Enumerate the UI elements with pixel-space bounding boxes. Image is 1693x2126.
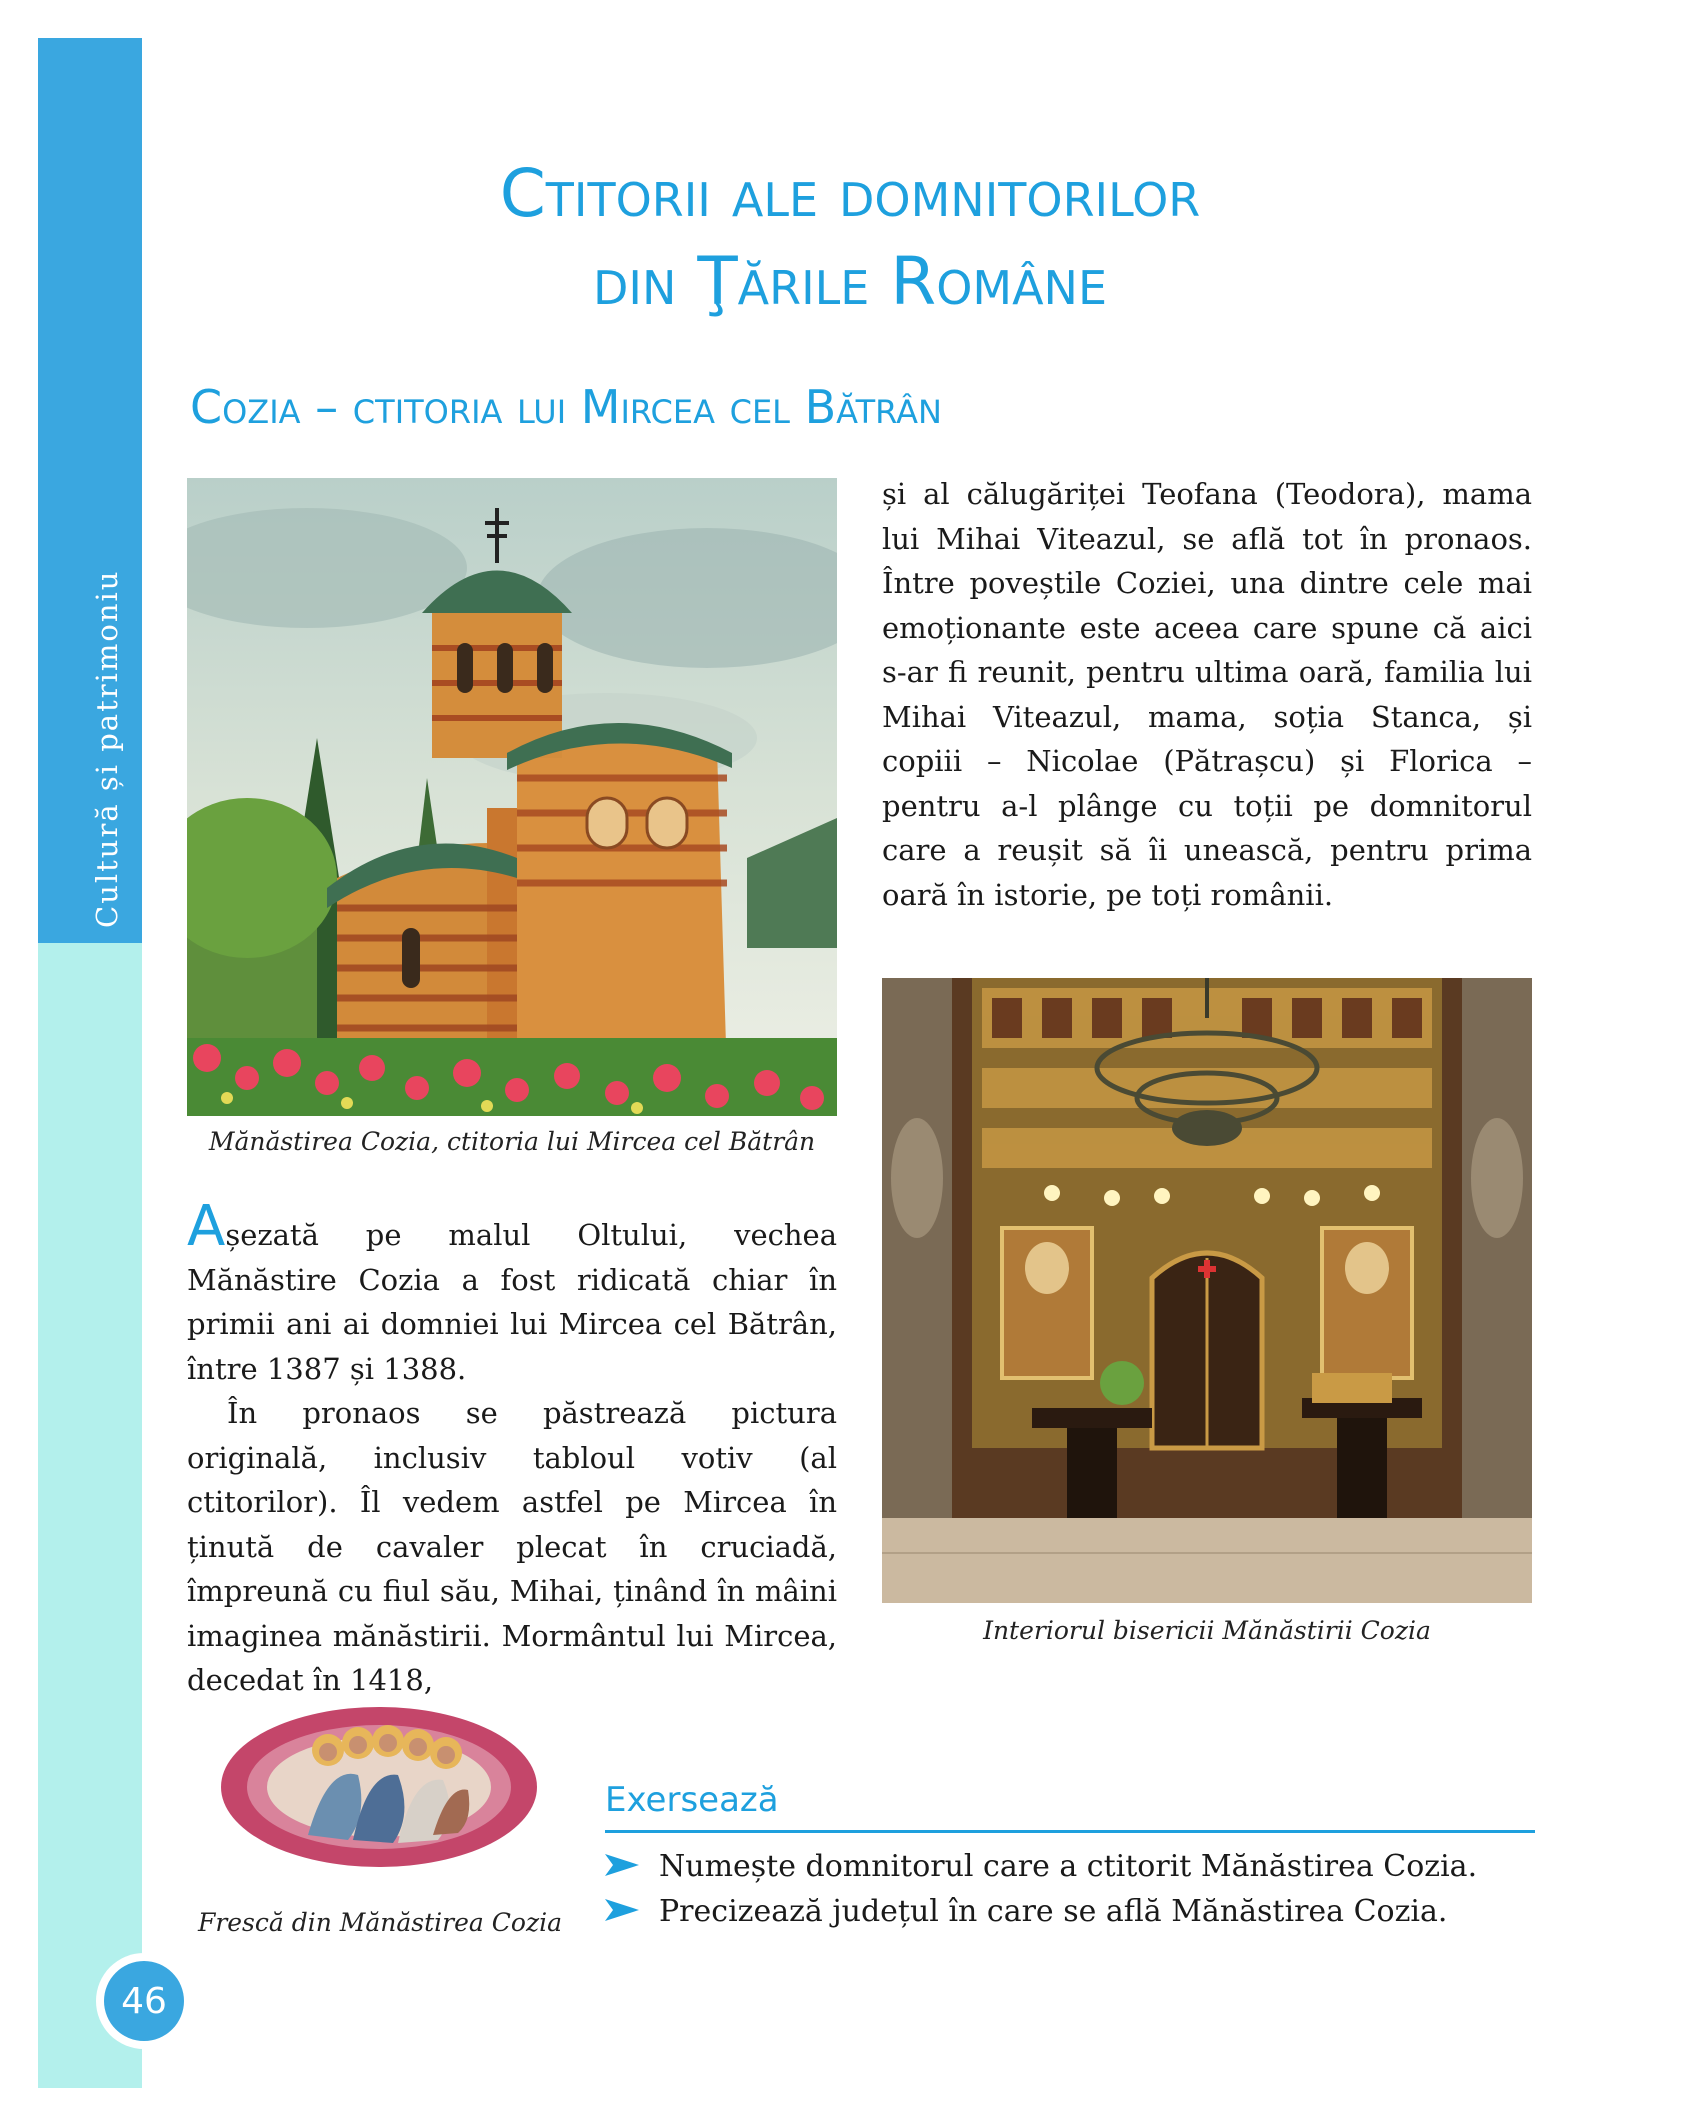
right-paragraph: și al călugăriței Teofana (Teodora), mama lui Mihai Viteazul, se află tot în pronaos. Între poveștile Coziei, una dintre cele mai emoționante este aceea care spune că aici s-ar fi reunit, pentru ultima oară, familia lui Mihai Viteazul, mama, soția Stanca, și copiii – Nicolae (Pătrașcu) și Florica – pentru a-l plânge cu toții pe domnitorul care a reușit să îi unească, pentru prima oară în istorie, pe toți românii. [882, 477, 1532, 912]
left-paragraph-2: În pronaos se păstrează pictura originală, inclusiv tabloul votiv (al ctitorilor). Îl vedem astfel pe Mircea în ținută de cavaler plecat în cruciadă, împreună cu fiul său, Mihai, ținând în mâini imaginea mănăstirii. Mormântul lui Mircea, decedat în 1418, [187, 1396, 837, 1697]
arrow-bullet-icon [605, 1845, 659, 1889]
exercise-item-text: Numește domnitorul care a ctitorit Mănăstirea Cozia. [659, 1849, 1478, 1884]
exercise-item [605, 1845, 1545, 1889]
cozia-photo-caption: Mănăstirea Cozia, ctitoria lui Mircea cel Bătrân [208, 1127, 816, 1156]
section-subtitle: Cozia – ctitoria lui Mircea cel Bătrân [190, 380, 942, 434]
exercise-item [605, 1890, 1545, 1934]
left-column-text [187, 1194, 837, 1703]
page-title [300, 150, 1400, 326]
left-paragraph-1-text: șezată pe malul Oltului, vechea Mănăstire Cozia a fost ridicată chiar în primii ani ai domniei lui Mircea cel Bătrân, între 1387 și 1388. [187, 1218, 837, 1386]
drop-cap: A [187, 1194, 226, 1259]
cozia-monastery-photo [187, 478, 837, 1116]
sidebar-lower-band [38, 943, 142, 2088]
exercise-title: Exersează [605, 1780, 779, 1820]
page-title-line2: din Ţările Române [592, 243, 1108, 320]
section-label: Cultură și patrimoniu [90, 569, 124, 928]
fresco-photo [218, 1705, 540, 1870]
left-paragraph-1 [187, 1194, 837, 1391]
interior-photo-caption: Interiorul bisericii Mănăstirii Cozia [983, 1616, 1431, 1645]
arrow-bullet-icon [605, 1890, 659, 1934]
page-number: 46 [104, 1961, 184, 2041]
fresco-caption: Frescă din Mănăstirea Cozia [197, 1908, 563, 1937]
church-interior-photo [882, 978, 1532, 1603]
exercise-item-text: Precizează județul în care se află Mănăstirea Cozia. [659, 1894, 1448, 1929]
right-column-text [882, 472, 1532, 917]
exercise-divider [605, 1830, 1535, 1833]
page-title-line1: Ctitorii ale domnitorilor [499, 155, 1201, 232]
